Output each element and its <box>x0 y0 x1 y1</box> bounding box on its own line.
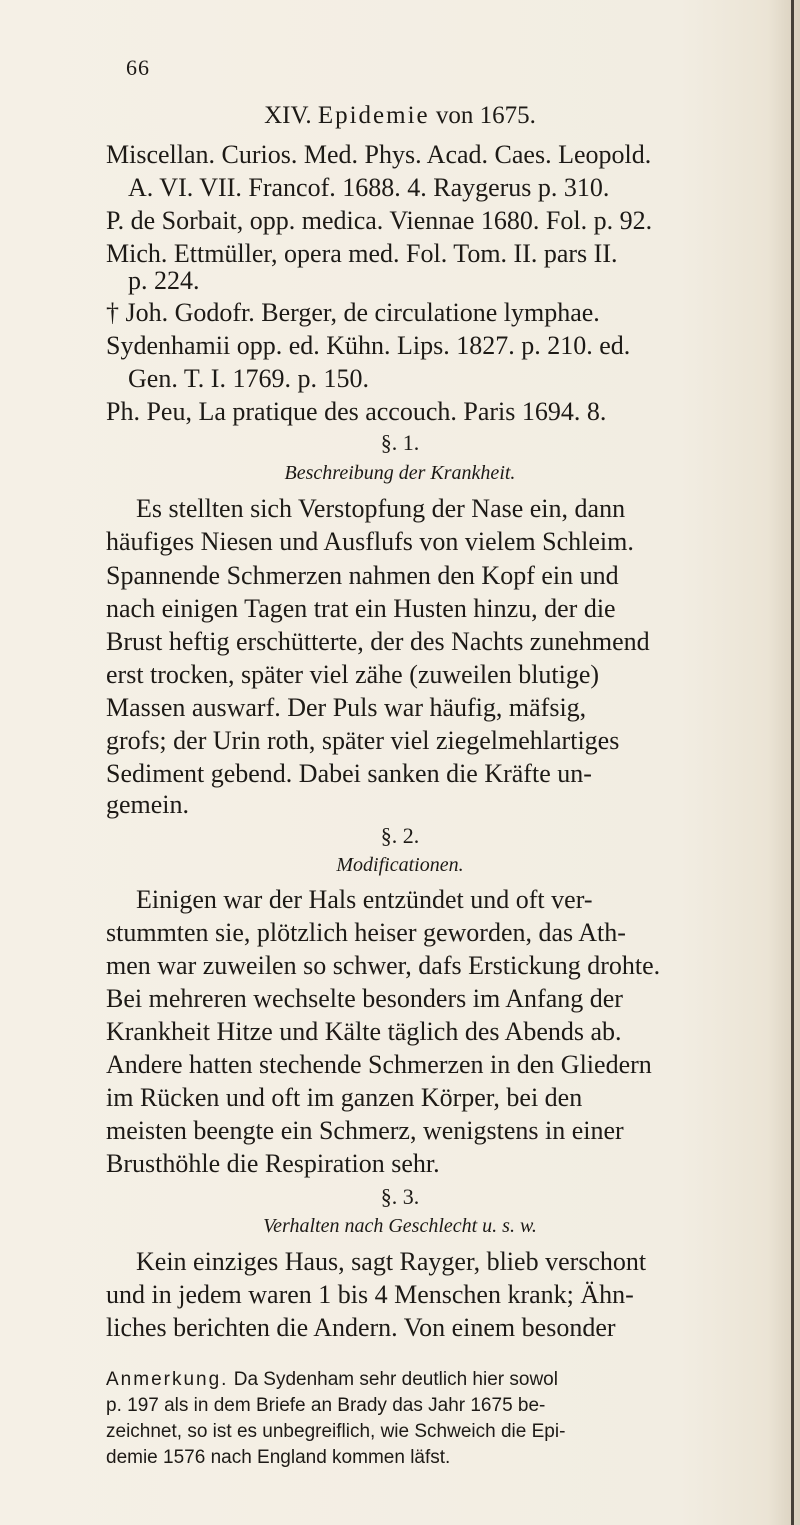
body-line: und in jedem waren 1 bis 4 Menschen krank; Ähn- <box>106 1280 634 1309</box>
section-number: §. 3. <box>380 1184 420 1209</box>
chapter-heading <box>0 102 800 130</box>
body-line: im Rücken und oft im ganzen Körper, bei den <box>106 1083 583 1112</box>
page-edge-shadow <box>791 0 794 1525</box>
bibliography-line: Miscellan. Curios. Med. Phys. Acad. Caes. Leopold. <box>106 140 652 169</box>
bibliography-line: Gen. T. I. 1769. p. 150. <box>128 364 369 393</box>
body-line: Sediment gebend. Dabei sanken die Kräfte un- <box>106 759 592 788</box>
body-line: Krankheit Hitze und Kälte täglich des Abends ab. <box>106 1017 622 1046</box>
section-number: §. 2. <box>380 823 420 848</box>
body-line: gemein. <box>106 790 190 819</box>
body-line: Bei mehreren wechselte besonders im Anfang der <box>106 984 623 1013</box>
heading-word: Epidemie <box>317 102 430 129</box>
bibliography-line: † Joh. Godofr. Berger, de circulatione lymphae. <box>106 298 600 327</box>
footnote-line: p. 197 als in dem Briefe an Brady das Jahr 1675 be- <box>106 1395 546 1416</box>
body-line: Einigen war der Hals entzündet und oft ver- <box>136 885 593 914</box>
bibliography-line: Mich. Ettmüller, opera med. Fol. Tom. II. pars II. <box>106 239 618 268</box>
body-line: grofs; der Urin roth, später viel ziegelmehlartiges <box>106 726 620 755</box>
footnote-line: zeichnet, so ist es unbegreiflich, wie Schweich die Epi- <box>106 1421 566 1442</box>
body-line: liches berichten die Andern. Von einem besonder <box>106 1313 616 1342</box>
body-line: meisten beengte ein Schmerz, wenigstens in einer <box>106 1116 624 1145</box>
body-line: Brust heftig erschütterte, der des Nachts zunehmend <box>106 627 650 656</box>
section-title: Verhalten nach Geschlecht u. s. w. <box>263 1215 537 1237</box>
footnote-line: demie 1576 nach England kommen läfst. <box>106 1447 451 1468</box>
bibliography-line: Sydenhamii opp. ed. Kühn. Lips. 1827. p. 210. ed. <box>106 331 631 360</box>
section-title: Beschreibung der Krankheit. <box>284 462 516 484</box>
footnote-label: Anmerkung. <box>106 1369 229 1390</box>
heading-suffix: von 1675. <box>435 102 536 129</box>
bibliography-line: A. VI. VII. Francof. 1688. 4. Raygerus p. 310. <box>128 173 610 202</box>
body-line: Spannende Schmerzen nahmen den Kopf ein und <box>106 561 619 590</box>
body-line: Andere hatten stechende Schmerzen in den Gliedern <box>106 1050 652 1079</box>
body-line: erst trocken, später viel zähe (zuweilen blutige) <box>106 660 600 689</box>
body-line: stummten sie, plötzlich heiser geworden, das Ath- <box>106 918 626 947</box>
section-number: §. 1. <box>380 430 420 455</box>
body-line: Massen auswarf. Der Puls war häufig, mäfsig, <box>106 693 587 722</box>
body-line: men war zuweilen so schwer, dafs Erstickung drohte. <box>106 951 661 980</box>
heading-prefix: XIV. <box>264 102 312 129</box>
bibliography-line: P. de Sorbait, opp. medica. Viennae 1680. Fol. p. 92. <box>106 206 653 235</box>
body-line: nach einigen Tagen trat ein Husten hinzu, der die <box>106 594 616 623</box>
footnote-text: Da Sydenham sehr deutlich hier sowol <box>233 1369 558 1390</box>
body-line: häufiges Niesen und Ausflufs von vielem Schleim. <box>106 527 634 556</box>
body-line: Kein einziges Haus, sagt Rayger, blieb verschont <box>136 1247 647 1276</box>
bibliography-line: Ph. Peu, La pratique des accouch. Paris 1694. 8. <box>106 397 607 426</box>
page-number: 66 <box>126 55 150 80</box>
bibliography-line: p. 224. <box>128 266 200 295</box>
section-title: Modificationen. <box>336 854 464 876</box>
footnote-first-line <box>106 1368 558 1392</box>
body-line: Es stellten sich Verstopfung der Nase ein, dann <box>136 494 626 523</box>
body-line: Brusthöhle die Respiration sehr. <box>106 1149 440 1178</box>
